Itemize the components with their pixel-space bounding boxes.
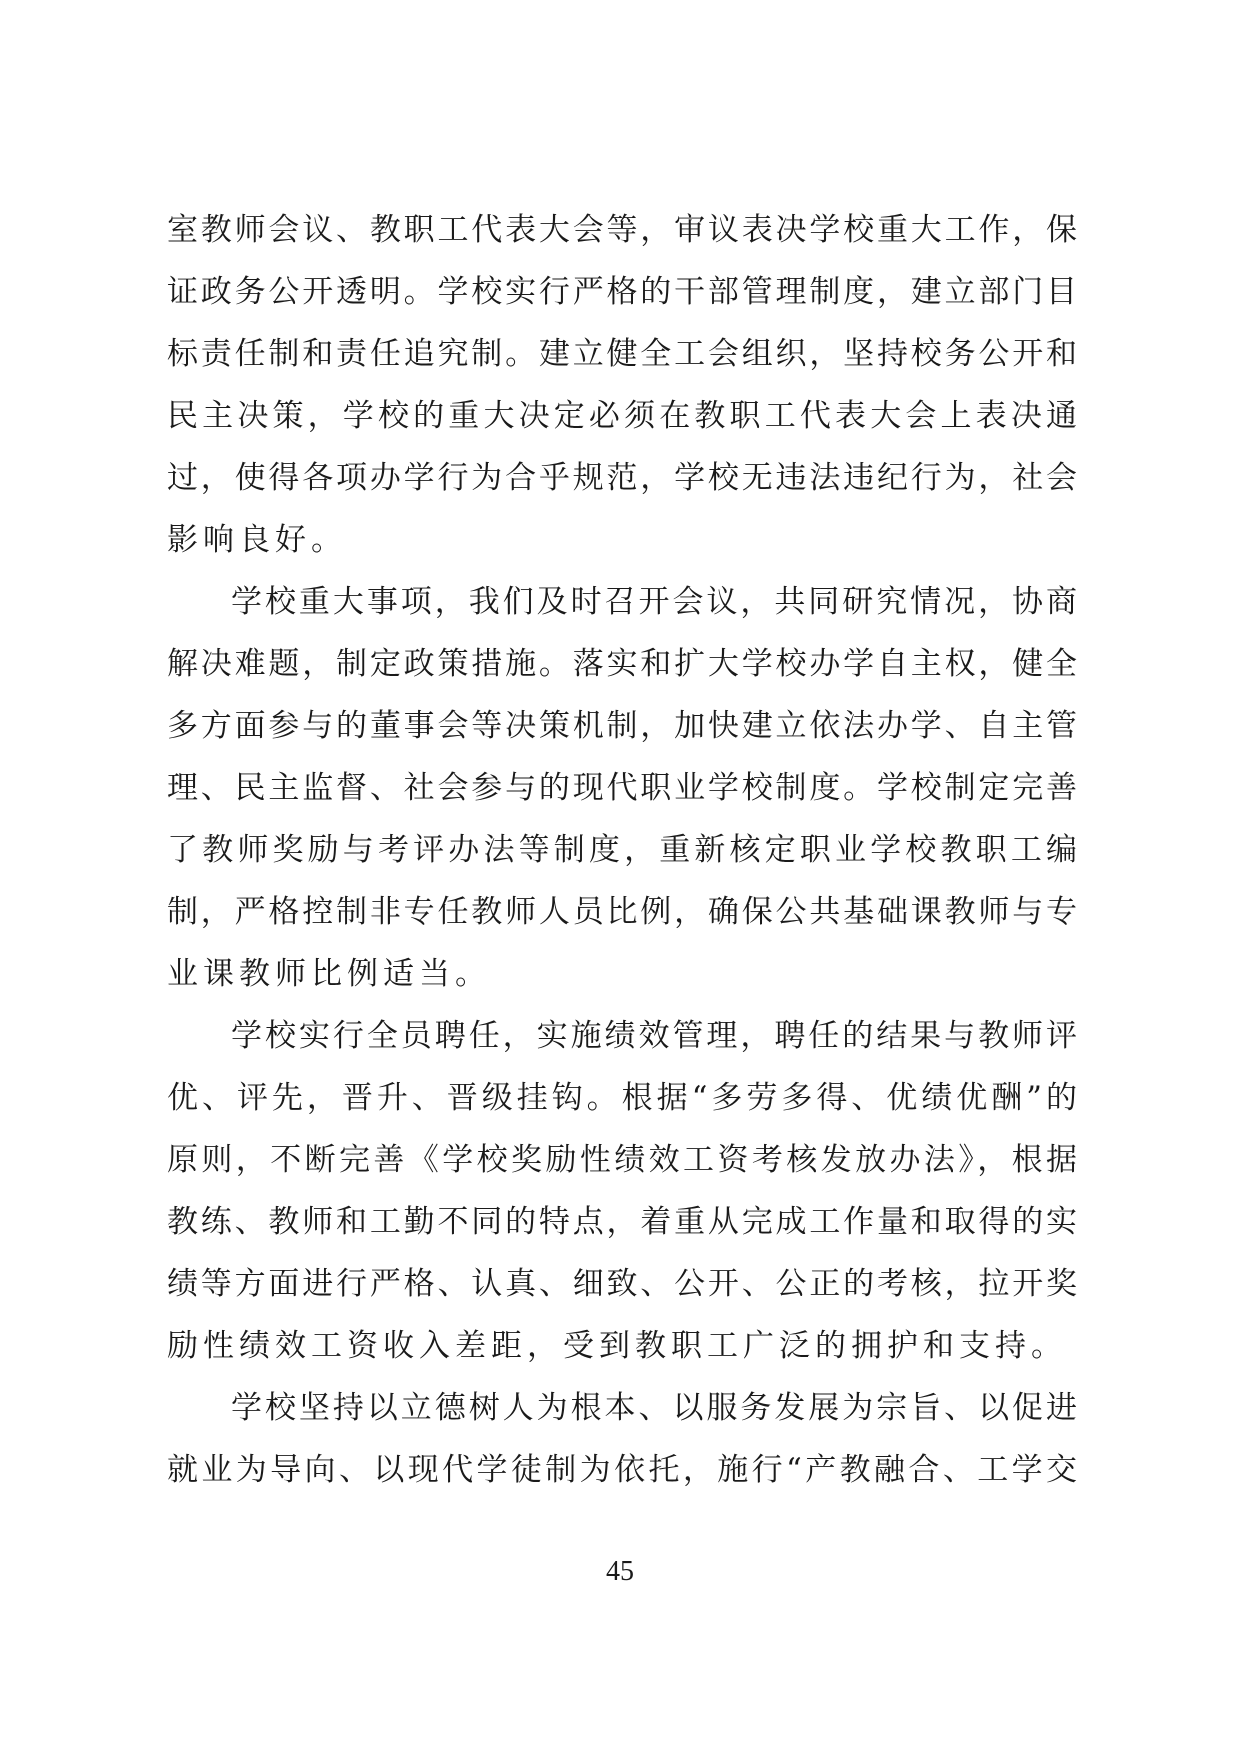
text-line: 多方面参与的董事会等决策机制，加快建立依法办学、自主管: [167, 708, 1077, 744]
text-line: 原则，不断完善《学校奖励性绩效工资考核发放办法》，根据: [167, 1142, 1077, 1178]
text-line: 民主决策，学校的重大决定必须在教职工代表大会上表决通: [167, 398, 1077, 434]
text-line: 影响良好。: [167, 522, 347, 558]
text-line: 励性绩效工资收入差距，受到教职工广泛的拥护和支持。: [167, 1328, 1067, 1364]
text-line: 学校实行全员聘任，实施绩效管理，聘任的结果与教师评: [231, 1018, 1077, 1054]
text-line: 绩等方面进行严格、认真、细致、公开、公正的考核，拉开奖: [167, 1266, 1077, 1302]
text-line: 学校坚持以立德树人为根本、以服务发展为宗旨、以促进: [231, 1390, 1077, 1426]
text-line: 制，严格控制非专任教师人员比例，确保公共基础课教师与专: [167, 894, 1077, 930]
text-line: 解决难题，制定政策措施。落实和扩大学校办学自主权，健全: [167, 646, 1077, 682]
text-line: 教练、教师和工勤不同的特点，着重从完成工作量和取得的实: [167, 1204, 1077, 1240]
text-line: 过，使得各项办学行为合乎规范，学校无违法违纪行为，社会: [167, 460, 1077, 496]
text-line: 学校重大事项，我们及时召开会议，共同研究情况，协商: [231, 584, 1077, 620]
text-line: 室教师会议、教职工代表大会等，审议表决学校重大工作，保: [167, 212, 1077, 248]
text-line: 证政务公开透明。学校实行严格的干部管理制度，建立部门目: [167, 274, 1077, 310]
page-number: 45: [606, 1556, 634, 1587]
text-line: 标责任制和责任追究制。建立健全工会组织，坚持校务公开和: [167, 336, 1077, 372]
text-line: 业课教师比例适当。: [167, 956, 491, 992]
text-line: 就业为导向、以现代学徒制为依托，施行“产教融合、工学交: [167, 1452, 1077, 1488]
text-line: 优、评先，晋升、晋级挂钩。根据“多劳多得、优绩优酬”的: [167, 1080, 1077, 1116]
text-line: 了教师奖励与考评办法等制度，重新核定职业学校教职工编: [167, 832, 1077, 868]
text-line: 理、民主监督、社会参与的现代职业学校制度。学校制定完善: [167, 770, 1077, 806]
